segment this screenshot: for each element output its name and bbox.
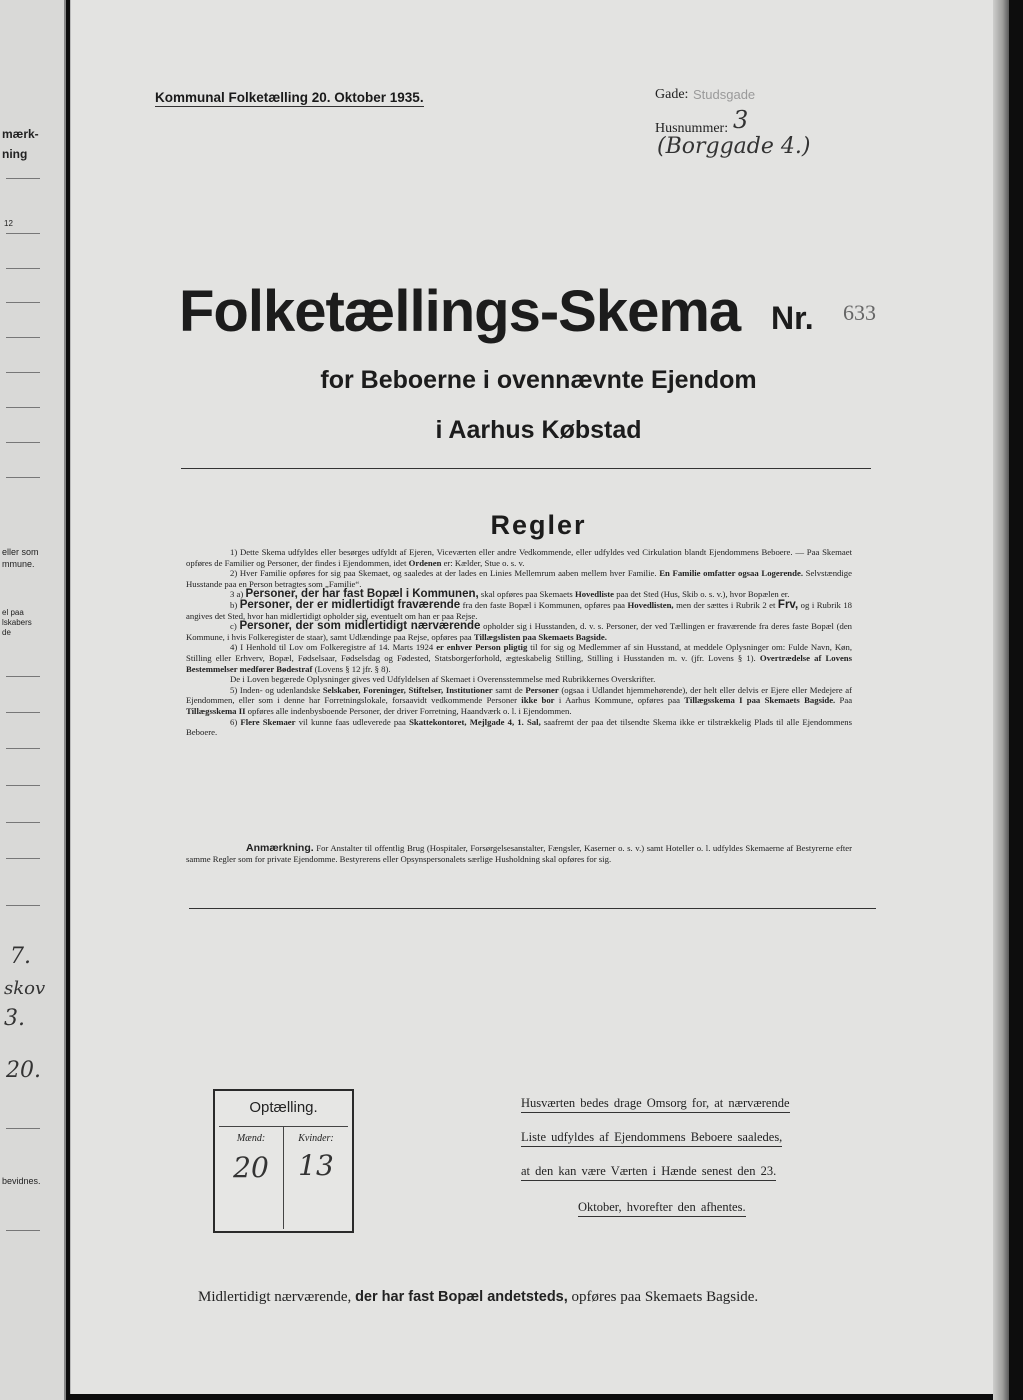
- form-number-label: Nr.: [771, 300, 814, 336]
- left-rule: [6, 337, 40, 338]
- rule-3a: 3 a) Personer, der har fast Bopæl i Kommunen, skal opføres paa Skemaets Hovedliste paa det Sted (Hus, Skib o. s. v.), hvor Bopælen er.: [230, 588, 790, 601]
- left-fragment: ning: [2, 147, 28, 161]
- street-label: Gade:: [655, 87, 689, 102]
- left-fragment: mmune.: [2, 559, 35, 569]
- left-rule: [6, 676, 40, 677]
- rule-5: 5) Inden- og udenlandske Selskaber, Foreninger, Stiftelser, Institutioner samt de Personer (ogsaa i Udlandet hjemmehørende), der helt eller delvis er Ejere eller Medejere af Ejendommen, eller som i denne har Forretningslokale, forsaavidt vedkommende Personer ikke bor i Aarhus Kommune, opføres paa Tillægsskema I paa Skemaets Bagside. Paa Tillægsskema II opføres alle indenbysboende Personer, der driver Forretning, Haandværk o. l. i Ejendommen.: [186, 684, 853, 716]
- left-fragment: mærk-: [2, 127, 39, 141]
- left-rule: [6, 477, 40, 478]
- women-label: Kvinder:: [298, 1133, 334, 1144]
- left-handwriting: skov: [4, 978, 46, 999]
- left-handwriting: 3.: [4, 1006, 25, 1031]
- landlord-notice-line: Liste udfyldes af Ejendommens Beboere saaledes,: [521, 1130, 782, 1147]
- left-rule: [6, 822, 40, 823]
- women-count: 13: [298, 1149, 334, 1182]
- landlord-notice-line: Oktober, hvorefter den afhentes.: [578, 1200, 746, 1217]
- divider: [189, 908, 876, 909]
- rules-text: [186, 547, 852, 738]
- census-form-page: [70, 0, 1006, 1394]
- left-fragment: bevidnes.: [2, 1176, 41, 1186]
- rules-heading: Regler: [490, 510, 587, 540]
- left-rule: [6, 712, 40, 713]
- left-fragment: de: [2, 628, 11, 637]
- men-label: Mænd:: [236, 1133, 266, 1144]
- left-handwriting: 20.: [6, 1058, 41, 1083]
- left-rule: [6, 748, 40, 749]
- left-facing-page: [0, 0, 66, 1400]
- rule-2: 2) Hver Familie opføres for sig paa Skemaet, og saaledes at der lades en Linies Mellemrum aaben mellem hver Familie. En Familie omfatter ogsaa Logerende. Selvstændige Husstande paa en Person betragtes som „Familie“.: [186, 568, 853, 589]
- form-number-value: 633: [843, 300, 876, 325]
- house-number-label: Husnummer:: [655, 121, 729, 136]
- count-title: Optælling.: [249, 1099, 318, 1116]
- left-rule: [6, 268, 40, 269]
- left-rule: [6, 905, 40, 906]
- form-subtitle-city: i Aarhus Købstad: [435, 416, 642, 444]
- left-rule: [6, 1128, 40, 1129]
- left-rule: [6, 178, 40, 179]
- left-rule: [6, 233, 40, 234]
- remark-section: [186, 843, 852, 865]
- form-title: Folketællings-Skema: [179, 279, 741, 344]
- rule-3b: b) Personer, der er midlertidigt fraværende fra den faste Bopæl i Kommunen, opføres paa Hovedlisten, men der sættes i Rubrik 2 et Frv, og i Rubrik 18 angives det Sted, hvor han midlertidigt opholder sig, eventuelt om han er paa Rejse.: [186, 598, 853, 621]
- left-fragment: lskabers: [2, 618, 32, 627]
- landlord-notice-line: at den kan være Værten i Hænde senest den 23.: [521, 1164, 776, 1181]
- men-count: 20: [233, 1151, 269, 1184]
- rule-4b: De i Loven begærede Oplysninger gives ved Udfyldelsen af Skemaet i Overensstemmelse med Rubrikkernes Overskrifter.: [230, 674, 656, 685]
- rule-3c: c) Personer, der som midlertidigt nærværende opholder sig i Husstanden, d. v. s. Personer, der ved Tællingen er fraværende fra deres faste Bopæl (den Kommune, i hvis Folkeregister de staar), samt Udlændinge paa Rejse, opføres paa Tillægslisten paa Skemaets Bagside.: [186, 620, 853, 642]
- left-rule: [6, 372, 40, 373]
- divider: [181, 468, 871, 469]
- left-rule: [6, 302, 40, 303]
- left-handwriting: 7.: [10, 944, 31, 969]
- remark-text: For Anstalter til offentlig Brug (Hospitaler, Forsørgelsesanstalter, Fængsler, Kaserner o. s. v.) samt Hoteller o. l. udfyldes Skemaerne af Bestyrerne efter samme Regler som for private Ejendomme. Bestyrerens eller Opsynspersonalets særlige Husholdning skal opføres for sig.: [186, 843, 852, 864]
- footer-note: Midlertidigt nærværende, der har fast Bopæl andetsteds, opføres paa Skemaets Bagside.: [198, 1289, 759, 1305]
- form-subtitle: for Beboerne i ovennævnte Ejendom: [320, 366, 757, 394]
- count-box: [213, 1089, 354, 1233]
- page-edge: [993, 0, 1009, 1400]
- rule-6: 6) Flere Skemaer vil kunne faas udleverede paa Skattekontoret, Mejlgade 4, 1. Sal, saafremt der paa det tilsendte Skema ikke er tilstrækkelig Plads til alle Ejendommens Beboere.: [186, 716, 853, 738]
- landlord-notice-line: Husværten bedes drage Omsorg for, at nærværende: [521, 1096, 790, 1113]
- left-rule: [6, 407, 40, 408]
- left-fragment: el paa: [2, 608, 24, 617]
- left-rule: [6, 858, 40, 859]
- street-value: Studsgade: [693, 87, 756, 102]
- left-fragment: 12: [4, 219, 13, 228]
- rule-4: 4) I Henhold til Lov om Folkeregistre af 14. Marts 1924 er enhver Person pligtig til for sig og Medlemmer af sin Husstand, at meddele Oplysninger om: Fulde Navn, Køn, Stilling eller Erhverv, Bopæl, Fødselsaar, Fødselsdag og Fødested, Statsborgerforhold, ægteskabelig Stilling, Stilling i Husstanden m. v. (jfr. Lovens § 1). Overtrædelse af Lovens Bestemmelser medfører Bødestraf (Lovens § 12 jfr. § 8).: [186, 642, 853, 674]
- house-number-value: 3: [733, 106, 749, 134]
- house-number-note: (Borggade 4.): [657, 134, 811, 159]
- rule-1: 1) Dette Skema udfyldes eller besørges udfyldt af Ejeren, Viceværten eller andre Vedkommende, eller udfyldes ved Cirkulation blandt Ejendommens Beboere. — Paa Skemaet opføres de Familier og Personer, der findes i Ejendommen, idet Ordenen er: Kælder, Stue o. s. v.: [186, 547, 852, 568]
- remark-label: Anmærkning.: [246, 842, 314, 854]
- left-rule: [6, 1230, 40, 1231]
- left-rule: [6, 785, 40, 786]
- left-rule: [6, 442, 40, 443]
- left-fragment: eller som: [2, 547, 39, 557]
- census-date-header: Kommunal Folketælling 20. Oktober 1935.: [155, 90, 424, 105]
